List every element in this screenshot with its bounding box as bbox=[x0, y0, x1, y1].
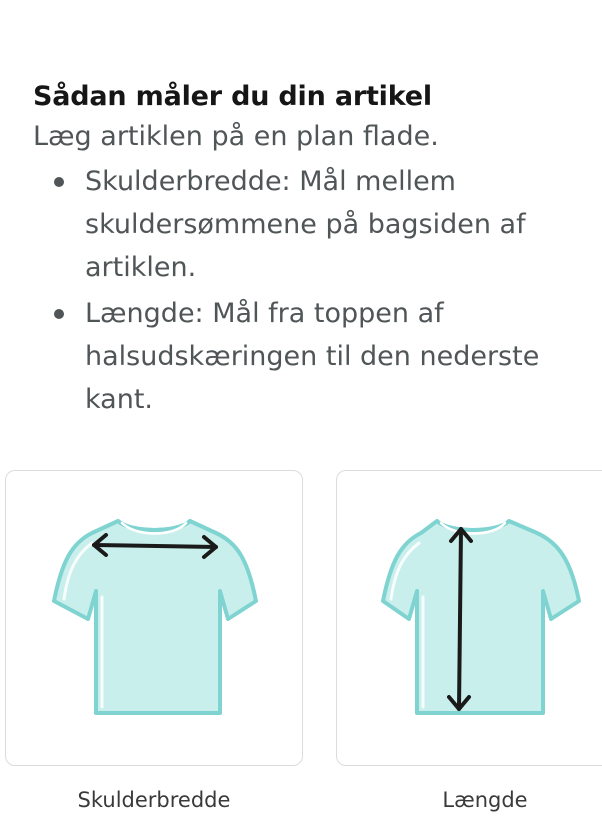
measure-instructions bbox=[33, 78, 593, 424]
bullet-icon bbox=[54, 309, 64, 319]
list-item bbox=[33, 292, 593, 421]
list-item bbox=[33, 160, 593, 289]
caption-length: Længde bbox=[442, 788, 528, 812]
bullet-icon bbox=[54, 177, 64, 187]
caption-shoulder-width: Skulderbredde bbox=[77, 788, 231, 812]
shoulder-width-card bbox=[5, 470, 303, 766]
guide-intro: Læg artiklen på en plan flade. bbox=[33, 121, 439, 152]
step-text-length: Længde: Mål fra toppen af halsudskæringen til den nederste kant. bbox=[85, 298, 540, 415]
tshirt-shoulder-width-icon bbox=[6, 471, 304, 767]
guide-title: Sådan måler du din artikel bbox=[33, 81, 432, 112]
step-text-shoulder: Skulderbredde: Mål mellem skuldersømmene på bagsiden af artiklen. bbox=[85, 166, 526, 283]
tshirt-length-icon bbox=[337, 471, 602, 767]
length-card bbox=[336, 470, 602, 766]
measure-steps-list bbox=[33, 160, 593, 421]
